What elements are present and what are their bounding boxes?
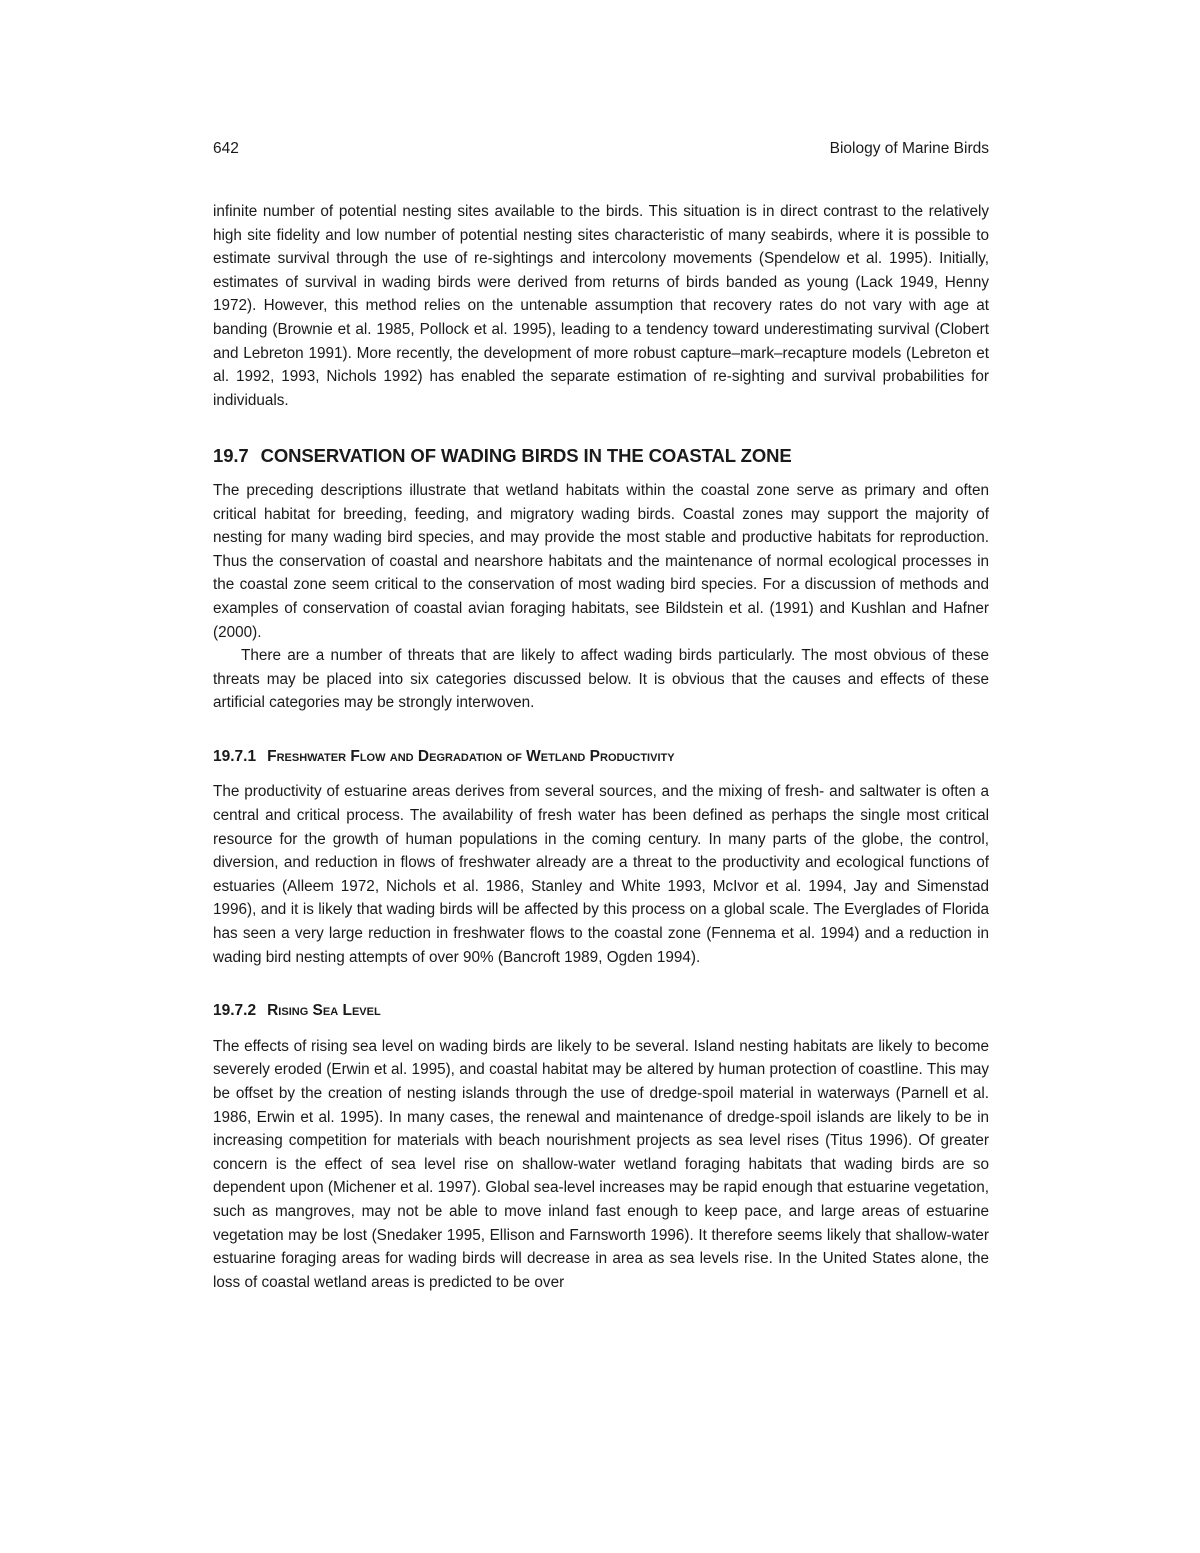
body-text	[213, 200, 989, 1294]
subsection-title: Freshwater Flow and Degradation of Wetland Productivity	[267, 747, 675, 765]
subsection-paragraph: The productivity of estuarine areas derives from several sources, and the mixing of fresh- and saltwater is often a central and critical process. The availability of fresh water has been defined as perhaps the single most critical resource for the growth of human populations in the coming century. In many parts of the globe, the control, diversion, and reduction in flows of freshwater already are a threat to the productivity and ecological functions of estuaries (Alleem 1972, Nichols et al. 1986, Stanley and White 1993, McIvor et al. 1994, Jay and Simenstad 1996), and it is likely that wading birds will be affected by this process on a global scale. The Everglades of Florida has seen a very large reduction in freshwater flows to the coastal zone (Fennema et al. 1994) and a reduction in wading bird nesting attempts of over 90% (Bancroft 1989, Ogden 1994).	[213, 783, 989, 966]
subsection-number: 19.7.2	[213, 1002, 257, 1020]
running-head	[213, 140, 989, 168]
section-paragraph: The preceding descriptions illustrate that wetland habitats within the coastal zone serve as primary and often critical habitat for breeding, feeding, and migratory wading birds. Coastal zones may support the majority of nesting for many wading bird species, and may provide the most stable and productive habitats for reproduction. Thus the conservation of coastal and nearshore habitats and the maintenance of normal ecological processes in the coastal zone seem critical to the conservation of most wading bird species. For a discussion of methods and examples of conservation of coastal avian foraging habitats, see Bildstein et al. (1991) and Kushlan and Hafner (2000).	[213, 481, 989, 641]
subsection-title: Rising Sea Level	[267, 1002, 381, 1020]
page	[213, 140, 989, 1294]
section-heading	[213, 444, 989, 468]
section-number: 19.7	[213, 445, 249, 467]
subsection-heading	[213, 745, 989, 769]
subsection-number: 19.7.1	[213, 747, 257, 765]
section-paragraph: There are a number of threats that are likely to affect wading birds particularly. The most obvious of these threats may be placed into six categories discussed below. It is obvious that the causes and effects of these artificial categories may be strongly interwoven.	[213, 647, 989, 712]
subsection-paragraph: The effects of rising sea level on wading birds are likely to be several. Island nesting habitats are likely to become severely eroded (Erwin et al. 1995), and coastal habitat may be altered by human protection of coastline. This may be offset by the creation of nesting islands through the use of dredge-spoil material in waterways (Parnell et al. 1986, Erwin et al. 1995). In many cases, the renewal and maintenance of dredge-spoil islands are likely to be in increasing competition for materials with beach nourishment projects as sea level rises (Titus 1996). Of greater concern is the effect of sea level rise on shallow-water wetland foraging habitats that wading birds are so dependent upon (Michener et al. 1997). Global sea-level increases may be rapid enough that estuarine vegetation, such as mangroves, may not be able to move inland fast enough to keep pace, and large areas of estuarine vegetation may be lost (Snedaker 1995, Ellison and Farnsworth 1996). It therefore seems likely that shallow-water estuarine foraging areas for wading birds will decrease in area as sea levels rise. In the United States alone, the loss of coastal wetland areas is predicted to be over	[213, 1037, 989, 1291]
intro-paragraph: infinite number of potential nesting sites available to the birds. This situation is in direct contrast to the relatively high site fidelity and low number of potential nesting sites characteristic of many seabirds, where it is possible to estimate survival through the use of re-sightings and intercolony movements (Spendelow et al. 1995). Initially, estimates of survival in wading birds were derived from returns of birds banded as young (Lack 1949, Henny 1972). However, this method relies on the untenable assumption that recovery rates do not vary with age at banding (Brownie et al. 1985, Pollock et al. 1995), leading to a tendency toward underestimating survival (Clobert and Lebreton 1991). More recently, the development of more robust capture–mark–recapture models (Lebreton et al. 1992, 1993, Nichols 1992) has enabled the separate estimation of re-sighting and survival probabilities for individuals.	[213, 203, 989, 409]
page-number: 642	[213, 140, 239, 157]
subsection-heading	[213, 999, 989, 1023]
running-title: Biology of Marine Birds	[829, 140, 989, 157]
section-title: CONSERVATION OF WADING BIRDS IN THE COASTAL ZONE	[260, 445, 792, 467]
